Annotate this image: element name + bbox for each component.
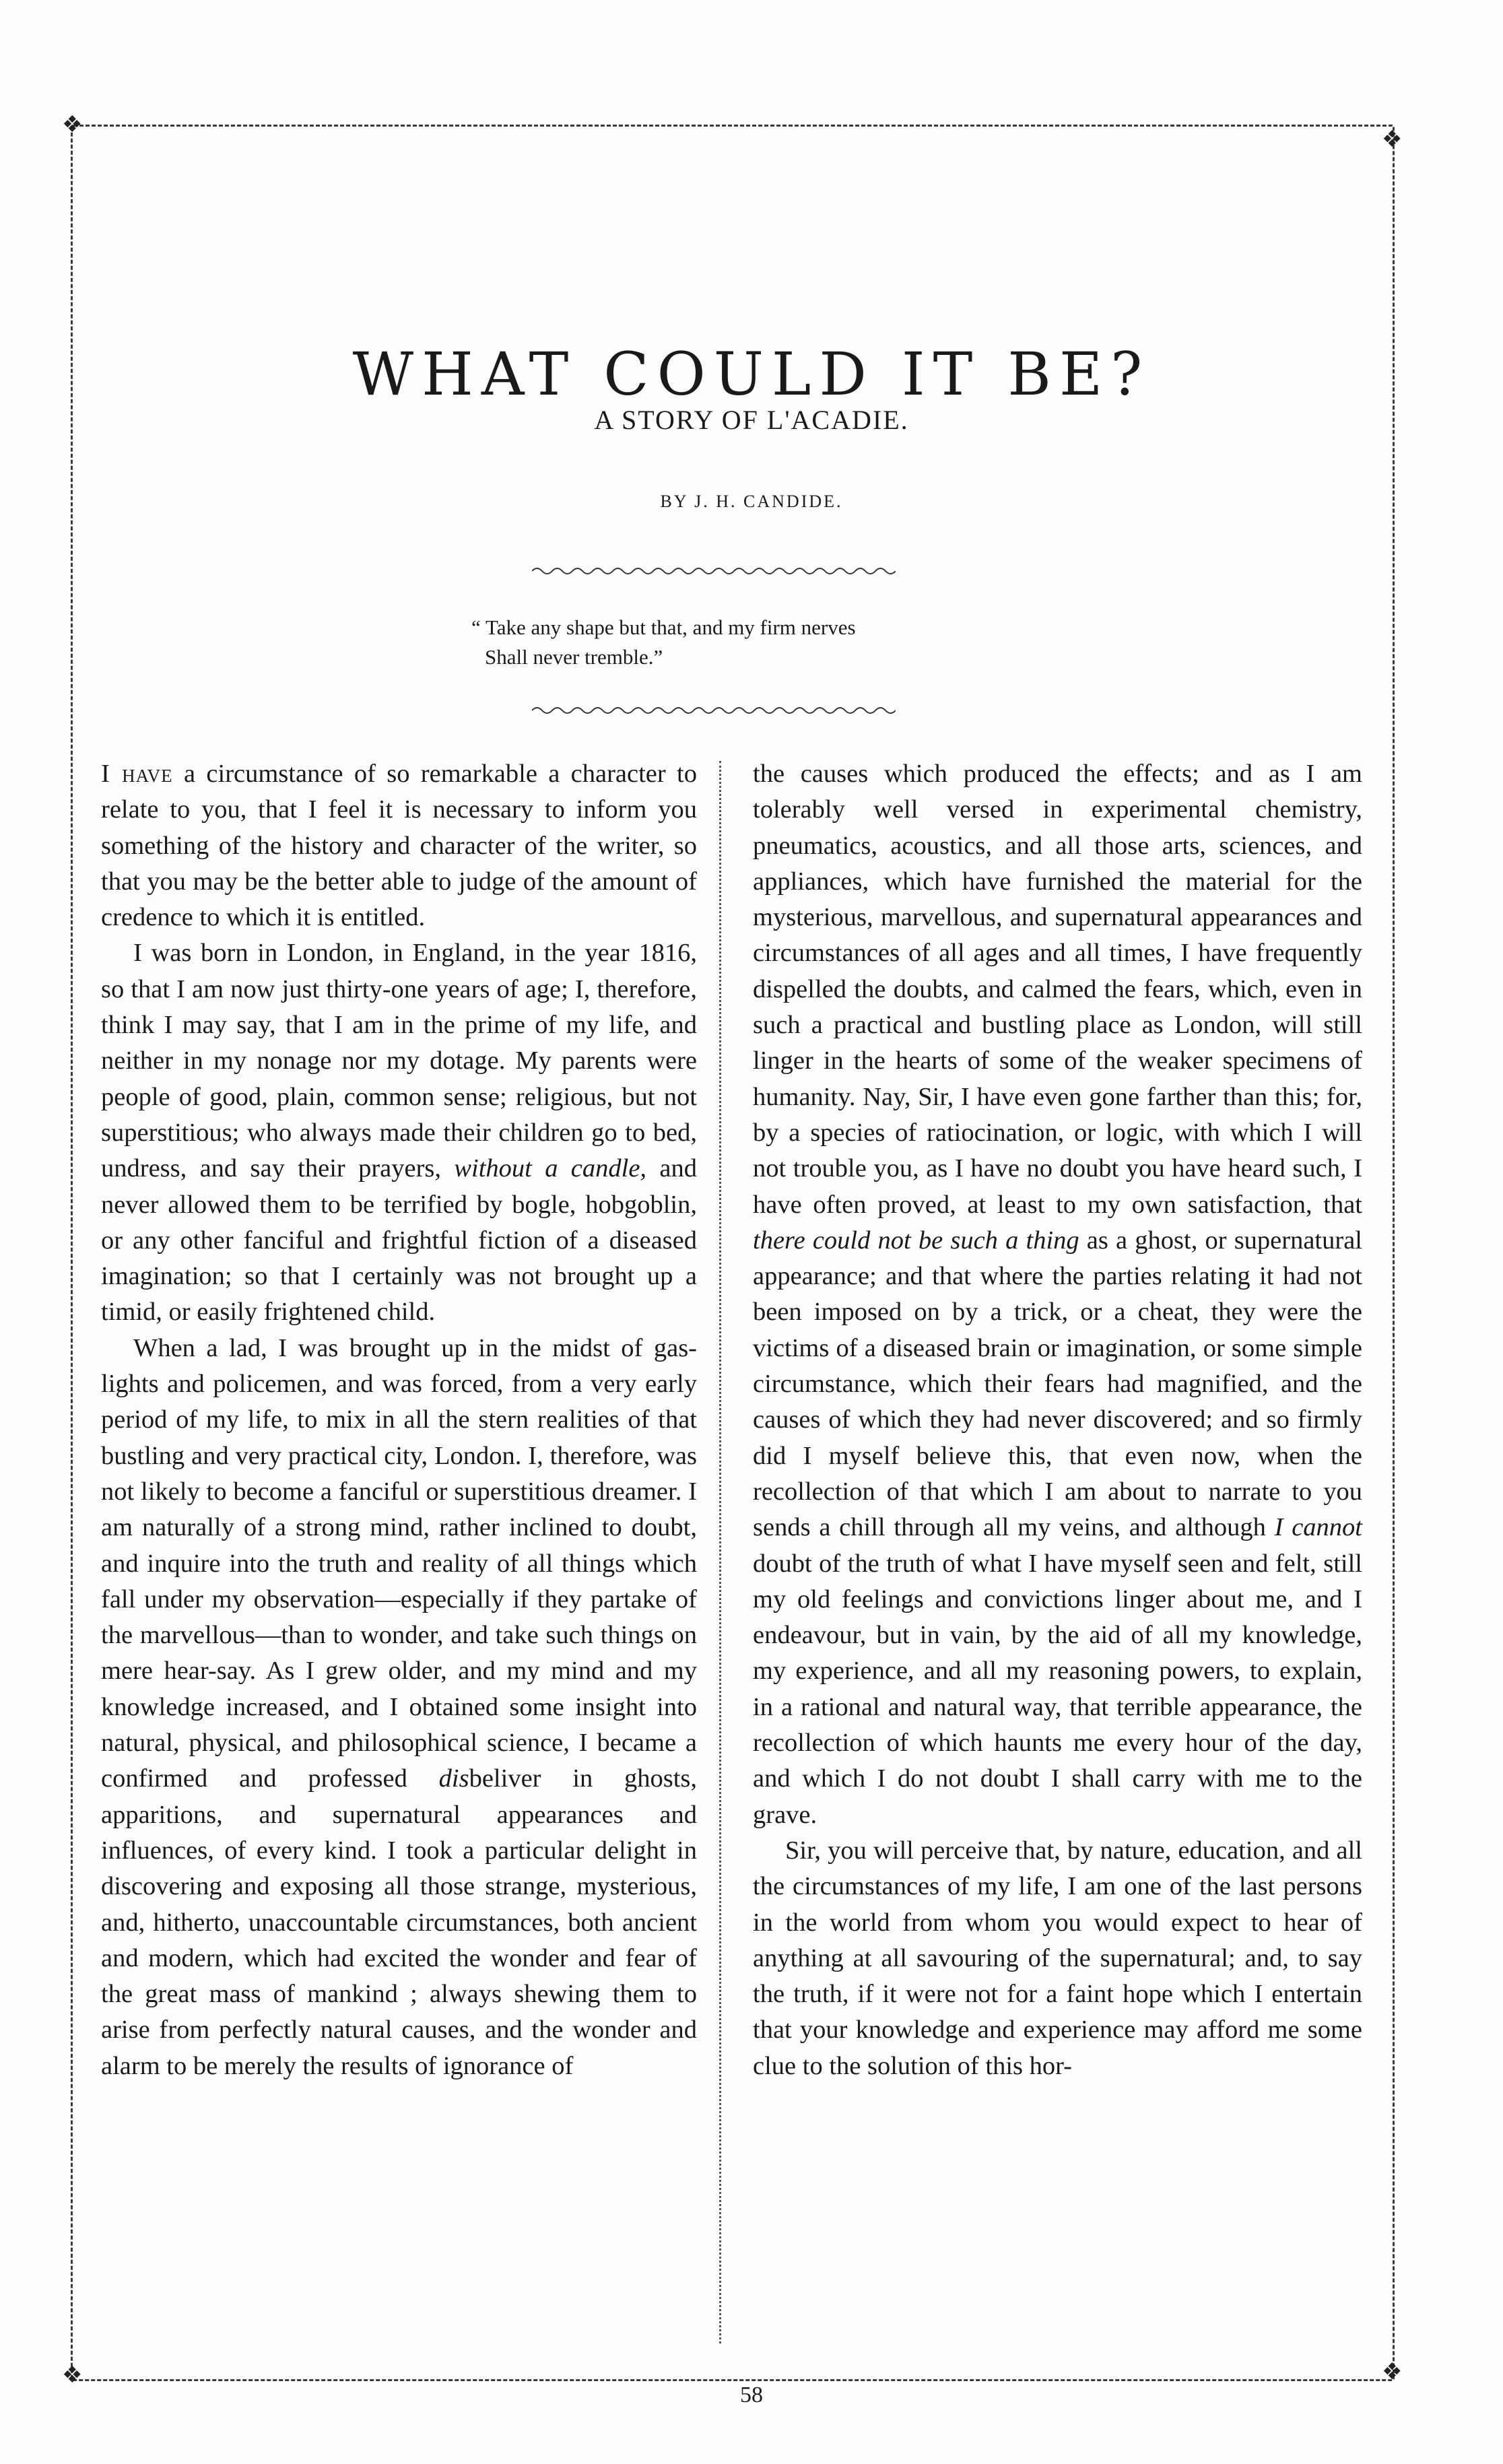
epigraph [465,613,1071,672]
author-byline: BY J. H. CANDIDE. [660,492,843,511]
drop-lead: I have [101,760,173,788]
paragraph-text: beliver in ghosts, apparitions, and supernatural appearances and influences, of every kind. I took a particular delight in discovering and exposing all those strange, mysterious, and, hitherto, unaccountable circumstances, both ancient and modern, which had excited the wonder and fear of the great mass of mankind ; always shewing them to arise from perfectly natural causes, and the wonder and alarm to be merely the results of ignorance of [101,1764,698,2080]
paragraph-text: a circumstance of so remarkable a character to relate to you, that I feel it is necessary to inform you something of the history and character of the writer, so that you may be the better able to judge of the amount of credence to which it is entitled. [101,760,697,932]
paragraph [101,756,697,935]
epigraph-line-1: “ Take any shape but that, and my firm nerves [471,615,856,639]
italic-text: I cannot [1274,1513,1362,1542]
wavy-divider [532,704,896,717]
paragraph-text: doubt of the truth of what I have myself seen and felt, still my old feelings and convictions linger about me, and I endeavour, but in vain, by the aid of all my knowledge, my experience, and all my reasoning powers, to explain, in a rational and natural way, that terrible appearance, the recollection of which haunts me every hour of the day, and which I do not doubt I shall carry with me to the grave. [753,1549,1362,1829]
paragraph [101,935,697,1330]
wavy-divider [532,564,896,578]
column-divider [719,761,721,2343]
corner-ornament-icon: ❖ [1382,126,1403,153]
corner-ornament-icon: ❖ [1382,2358,1403,2385]
story-title: WHAT COULD IT BE? [352,339,1151,409]
paragraph-text: I was born in London, in England, in the year 1816, so that I am now just thirty-one years of age; I, therefore, think I may say, that I am in the prime of my life, and neither in my nonage nor my dotage. My parents were people of good, plain, common sense; religious, but not superstitious; who always made their children go to bed, undress, and say their prayers, [101,939,697,1183]
left-column [101,756,697,2084]
paragraph [101,1331,697,2084]
italic-text: dis [438,1764,469,1793]
paragraph [753,1833,1362,2084]
right-column [753,756,1362,2084]
story-subtitle: A STORY OF L'ACADIE. [594,405,909,435]
paragraph-text: Sir, you will perceive that, by nature, education, and all the circumstances of my life, I am one of the last persons in the world from whom you would expect to hear of anything at all savouring of the supernatural; and, to say the truth, if it were not for a faint hope which I entertain that your knowledge and experience may afford me some clue to the solution of this hor- [753,1836,1362,2080]
paragraph-text: as a ghost, or supernatural appearance; and that where the parties relating it had not been imposed on by a trick, or a cheat, they were the victims of a diseased brain or imagination, or some simple circumstance, which their fears had magnified, and the causes of which they had never discovered; and so firmly did I myself believe this, that even now, when the recollection of that which I am about to narrate to you sends a chill through all my veins, and although [753,1226,1362,1542]
page-number: 58 [740,2383,763,2407]
corner-ornament-icon: ❖ [62,111,83,138]
epigraph-line-2: Shall never tremble.” [485,645,663,669]
paragraph-text: the causes which produced the effects; and as I am tolerably well versed in experimental chemistry, pneumatics, acoustics, and all those arts, sciences, and appliances, which have furnished the material for the mysterious, marvellous, and supernatural appearances and circumstances of all ages and all times, I have frequently dispelled the doubts, and calmed the fears, which, even in such a practical and bustling place as London, will still linger in the hearts of some of the weaker specimens of humanity. Nay, Sir, I have even gone farther than this; for, by a species of ratiocination, or logic, with which I will not trouble you, as I have no doubt you have heard such, I have often proved, at least to my own satisfaction, that [753,760,1362,1219]
italic-text: there could not be such a thing [753,1226,1079,1255]
paragraph-text: When a lad, I was brought up in the midst of gas-lights and policemen, and was forced, from a very early period of my life, to mix in all the stern realities of that bustling and very practical city, London. I, therefore, was not likely to become a fanciful or superstitious dreamer. I am naturally of a strong mind, rather inclined to doubt, and inquire into the truth and reality of all things which fall under my observation—especially if they partake of the marvellous—than to wonder, and take such things on mere hear-say. As I grew older, and my mind and my knowledge increased, and I obtained some insight into natural, physical, and philosophical science, I became a confirmed and professed [101,1333,697,1793]
paragraph-text: and never allowed them to be terrified by bogle, hobgoblin, or any other fanciful and frightful fiction of a diseased imagination; so that I certainly was not brought up a timid, or easily frightened child. [101,1154,697,1327]
italic-text: without a candle, [454,1154,647,1183]
paragraph [753,756,1362,1833]
corner-ornament-icon: ❖ [62,2362,83,2389]
